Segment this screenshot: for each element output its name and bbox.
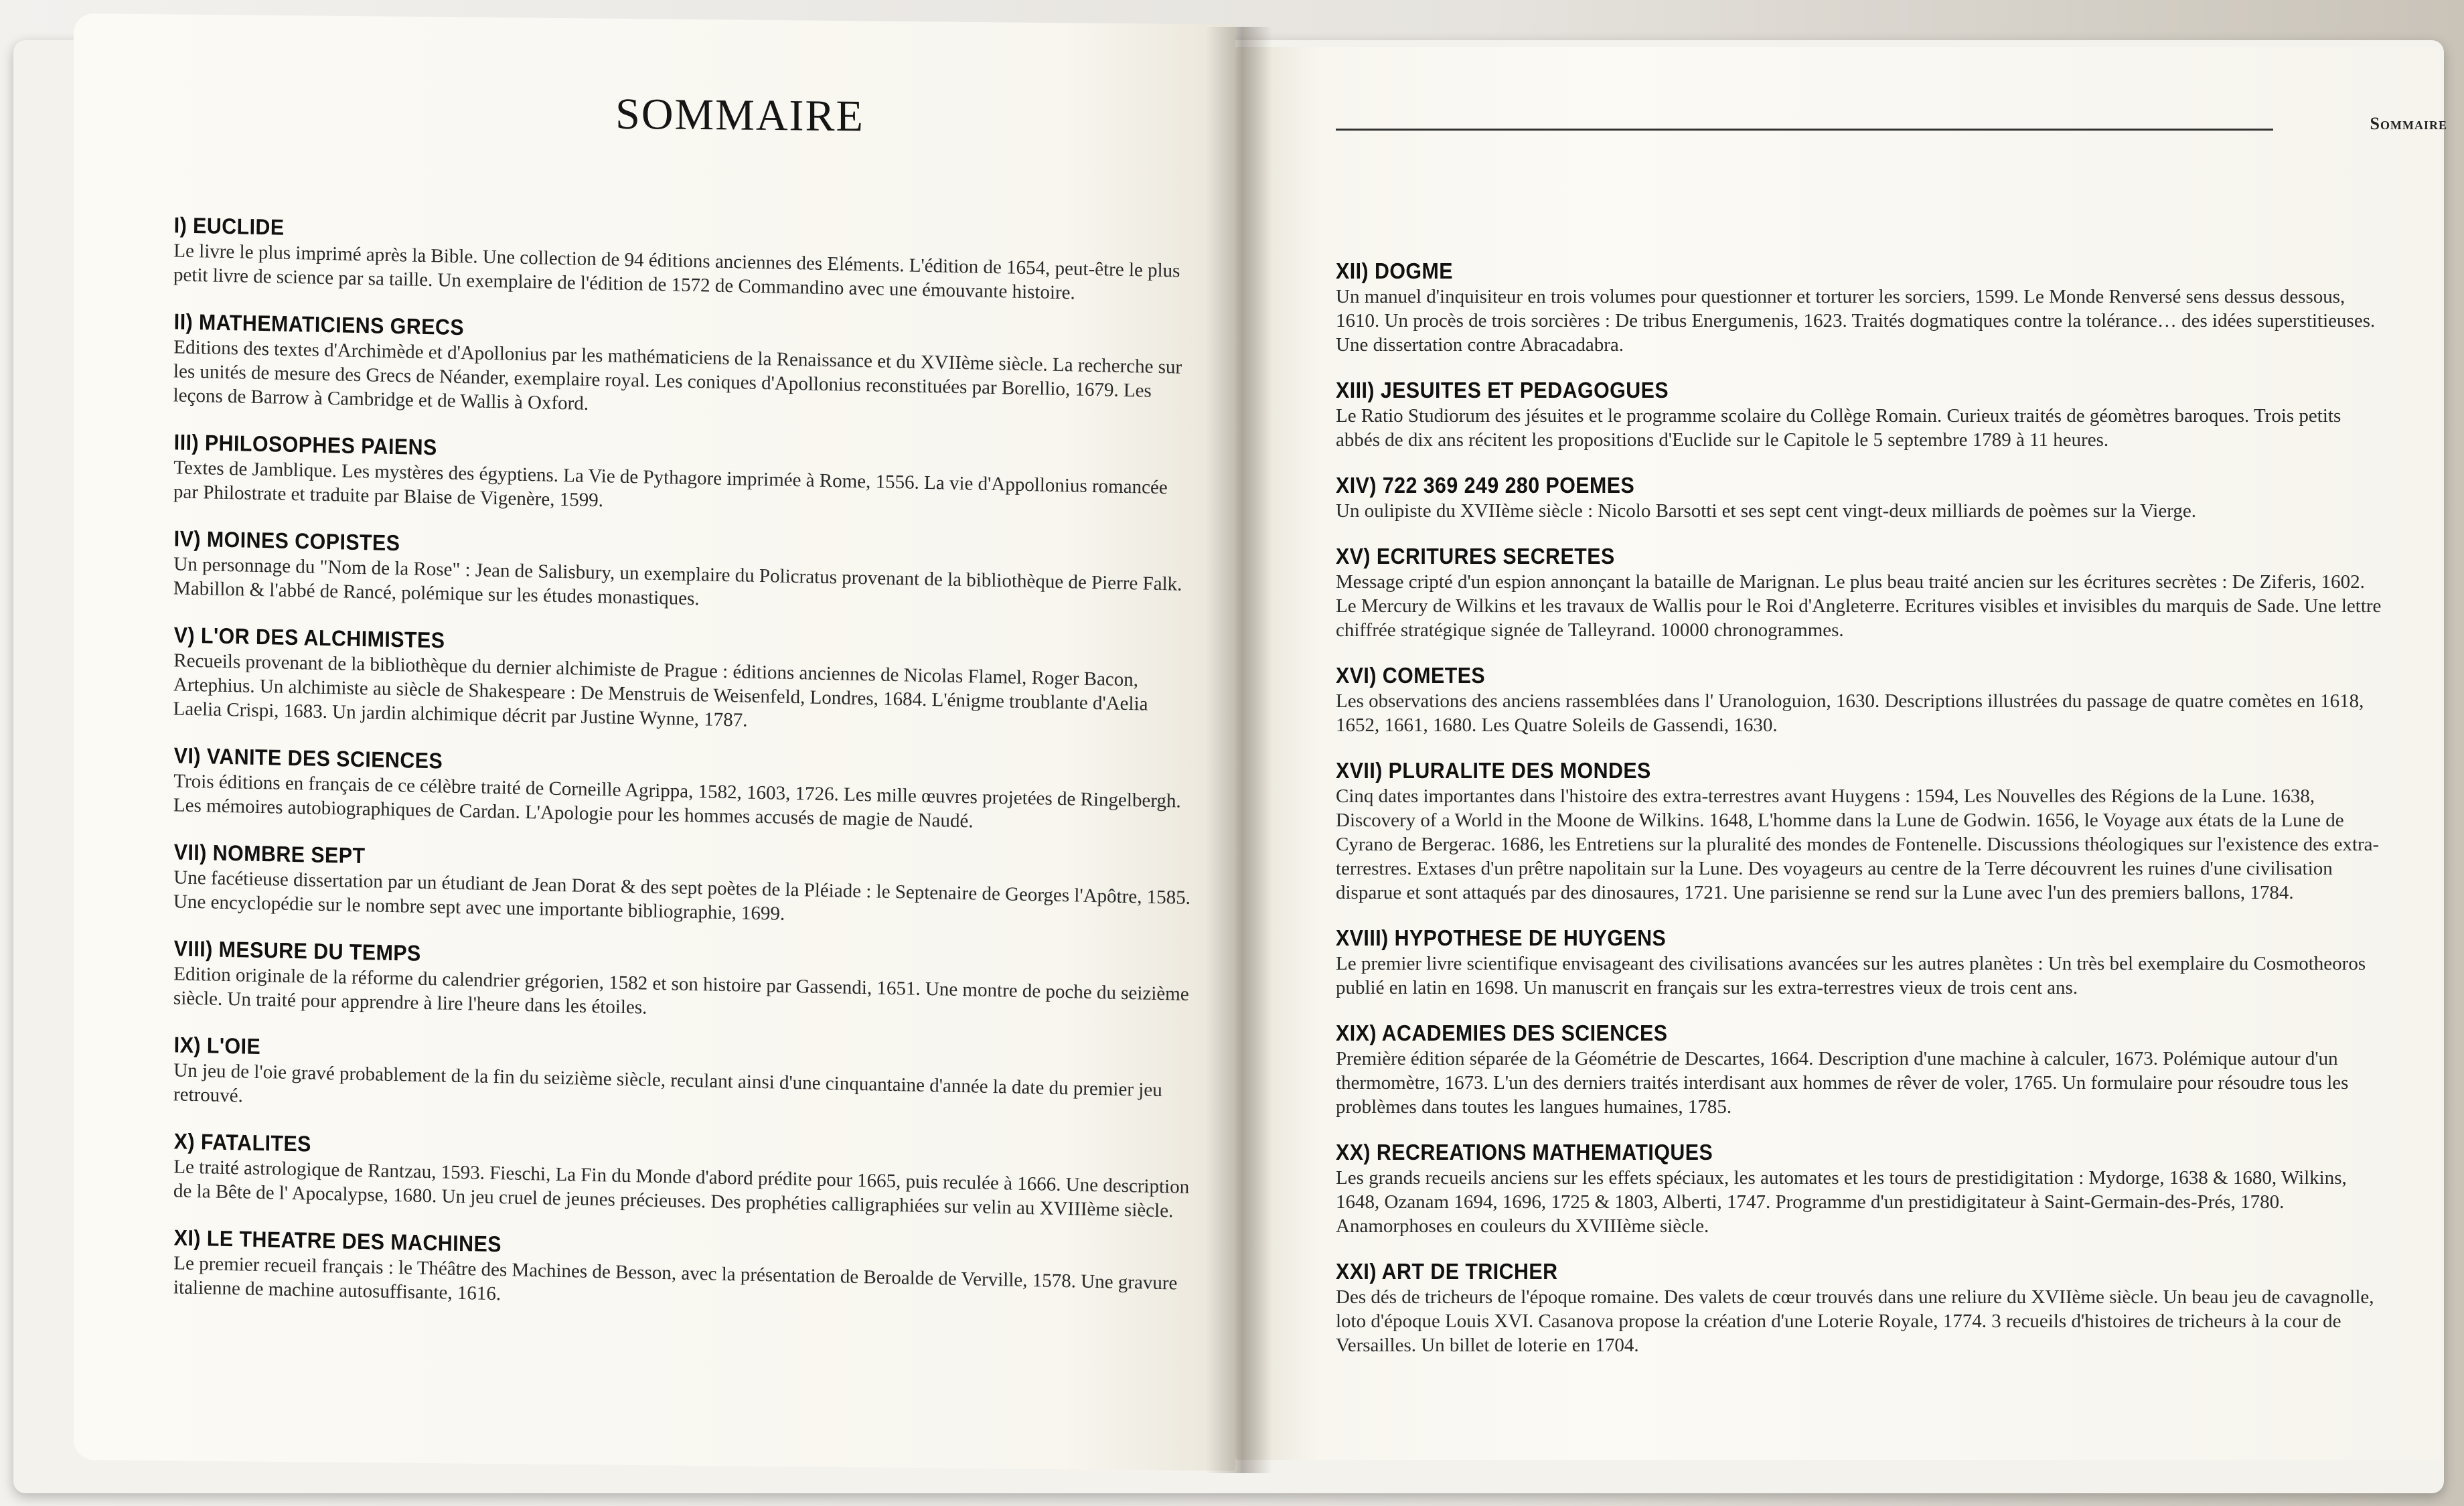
- entry-heading: XIX) ACADEMIES DES SCIENCES: [1336, 1021, 1668, 1045]
- toc-entry: [173, 935, 1192, 1030]
- toc-entry: [173, 742, 1192, 837]
- toc-entry: [1336, 258, 2387, 357]
- toc-entry: [173, 1224, 1192, 1319]
- entry-heading: IX) L'OIE: [173, 1032, 261, 1059]
- entry-text: Message cripté d'un espion annonçant la bataille de Marignan. Le plus beau traité ancien sur les écritures secrètes : De Ziferis, 1602. Le Mercury de Wilkins et les travaux de Wallis pour le Roi d'Angleterre. Ecritures visibles et invisibles du marquis de Sade. Une lettre chiffrée stratégique signée de Talleyrand. 10000 chronogrammes.: [1336, 571, 2382, 641]
- entry-heading: II) MATHEMATICIENS GRECS: [173, 309, 465, 340]
- running-head-text: Sommaire: [2370, 114, 2447, 133]
- entry-text: Un personnage du "Nom de la Rose" : Jean de Salisbury, un exemplaire du Policratus provenant de la bibliothèque de Pierre Falk. Mabillon & l'abbé de Rancé, polémique sur les études monastiques.: [173, 553, 1182, 610]
- entry-text: Le premier livre scientifique envisageant des civilisations avancées sur les autres planètes : Un très bel exemplaire du Cosmotheoros publié en latin en 1698. Un manuscrit en français sur les extra-terrestres vieux de trois cent ans.: [1336, 953, 2366, 998]
- toc-entry: [173, 212, 1192, 307]
- entry-text: Un oulipiste du XVIIème siècle : Nicolo Barsotti et ses sept cent vingt-deux milliards de poèmes sur la Vierge.: [1336, 500, 2196, 522]
- entry-text: Trois éditions en français de ce célèbre traité de Corneille Agrippa, 1582, 1603, 1726. Les mille œuvres projetées de Ringelbergh. Les mémoires autobiographiques de Cardan. L'Apologie pour les hommes accusés de magie de Naudé.: [173, 770, 1181, 832]
- toc-entry: [1336, 1020, 2387, 1119]
- entry-text: Cinq dates importantes dans l'histoire des extra-terrestres avant Huygens : 1594, Les Nouvelles des Régions de la Lune. 1638, Discovery of a World in the Moone de Wilkins. 1648, L'homme dans la Lune de Godwin. 1656, le Voyage aux états de la Lune de Cyrano de Bergerac. 1686, les Entretiens sur la pluralité des mondes de Fontenelle. Discussions théologiques sur l'existence des extra-terrestres. Extases d'un prêtre napolitain sur la Lune. Des voyageurs au centre de la Terre découvrent les ruines d'une civilisation disparue et sont attaqués par des dinosaures, 1721. Une parisienne se rend sur la Lune avec l'un des premiers ballons, 1784.: [1336, 785, 2380, 903]
- entry-heading: VI) VANITE DES SCIENCES: [173, 743, 443, 773]
- entry-text: Le Ratio Studiorum des jésuites et le programme scolaire du Collège Romain. Curieux traités de géomètres baroques. Trois petits abbés de dix ans récitent les propositions d'Euclide sur le Capitole le 5 septembre 1789 à 11 heures.: [1336, 405, 2341, 451]
- entry-heading: XX) RECREATIONS MATHEMATIQUES: [1336, 1140, 1713, 1164]
- toc-entry: [173, 1031, 1192, 1126]
- entry-text: Textes de Jamblique. Les mystères des égyptiens. La Vie de Pythagore imprimée à Rome, 1556. La vie d'Appollonius romancée par Philostrate et traduite par Blaise de Vigenère, 1599.: [173, 457, 1168, 512]
- toc-entry: [173, 308, 1191, 427]
- entry-heading: X) FATALITES: [173, 1128, 312, 1156]
- book-gutter: [1205, 27, 1272, 1473]
- entry-heading: IV) MOINES COPISTES: [173, 526, 400, 556]
- toc-entry: [1336, 377, 2387, 452]
- entry-text: Le traité astrologique de Rantzau, 1593. Fieschi, La Fin du Monde d'abord prédite pour 1665, puis reculée à 1666. Une description de la Bête de l' Apocalypse, 1680. Un jeu cruel de jeunes précieuses. Des prophéties calligraphiées sur velin au XVIIIème siècle.: [173, 1156, 1190, 1222]
- entry-heading: XIII) JESUITES ET PEDAGOGUES: [1336, 378, 1669, 402]
- entry-text: Editions des textes d'Archimède et d'Apollonius par les mathématiciens de la Renaissance et du XVIIème siècle. La recherche sur les unités de mesure des Grecs de Néander, exemplaire royal. Les coniques d'Apollonius reconstituées par Borellio, 1679. Les leçons de Barrow à Cambridge et de Wallis à Oxford.: [173, 336, 1182, 415]
- entry-heading: XV) ECRITURES SECRETES: [1336, 544, 1615, 569]
- left-entries: [174, 212, 1192, 1309]
- toc-entry: [173, 1128, 1192, 1223]
- entry-text: Première édition séparée de la Géométrie de Descartes, 1664. Description d'une machine à calculer, 1673. Polémique autour d'un thermomètre, 1673. L'un des derniers traités interdisant aux hommes de rêver de voler, 1765. Un formulaire pour résoudre tous les problèmes dans toutes les langues humaines, 1785.: [1336, 1048, 2349, 1118]
- entry-text: Des dés de tricheurs de l'époque romaine. Des valets de cœur trouvés dans une reliure du XVIIème siècle. Un beau jeu de cavagnolle, loto d'époque Louis XVI. Casanova propose la création d'une Loterie Royale, 1774. 3 recueils d'histoires de tricheurs à la cour de Versailles. Un billet de loterie en 1704.: [1336, 1286, 2374, 1356]
- running-head: [1336, 114, 2447, 141]
- entry-heading: V) L'OR DES ALCHIMISTES: [173, 622, 445, 653]
- entry-text: Un jeu de l'oie gravé probablement de la fin du seizième siècle, reculant ainsi d'une cinquantaine d'année la date du premier jeu retrouvé.: [173, 1059, 1162, 1107]
- header-rule: [1336, 129, 2273, 131]
- entry-heading: XVI) COMETES: [1336, 663, 1486, 688]
- toc-entry: [173, 525, 1192, 620]
- entry-text: Les grands recueils anciens sur les effets spéciaux, les automates et les tours de prestidigitation : Mydorge, 1638 & 1680, Wilkins, 1648, Ozanam 1694, 1696, 1725 & 1803, Alberti, 1747. Programme d'un prestidigitateur à Saint-Germain-des-Prés, 1780. Anamorphoses en couleurs du XVIIIème siècle.: [1336, 1167, 2347, 1237]
- entry-text: Le premier recueil français : le Théâtre des Machines de Besson, avec la présentation de Beroalde de Verville, 1578. Une gravure italienne de machine autosuffisante, 1616.: [173, 1252, 1178, 1305]
- toc-entry: [173, 429, 1192, 524]
- toc-entry: [1336, 543, 2387, 642]
- toc-entry: [1336, 1139, 2387, 1238]
- entry-heading: I) EUCLIDE: [173, 212, 285, 240]
- entry-heading: XIV) 722 369 249 280 POEMES: [1336, 473, 1635, 498]
- entry-heading: XI) LE THEATRE DES MACHINES: [173, 1225, 502, 1257]
- toc-entry: [173, 621, 1191, 741]
- entry-heading: XXI) ART DE TRICHER: [1336, 1259, 1558, 1284]
- entry-text: Recueils provenant de la bibliothèque du dernier alchimiste de Prague : éditions anciennes de Nicolas Flamel, Roger Bacon, Artephius. Un alchimiste au siècle de Shakespeare : De Menstruis de Weisenfeld, Londres, 1684. L'énigme troublante d'Aelia Laelia Crispi, 1683. Un jardin alchimique décrit par Justine Wynne, 1787.: [173, 650, 1148, 731]
- entry-heading: VIII) MESURE DU TEMPS: [173, 935, 421, 966]
- toc-entry: [1336, 757, 2387, 905]
- toc-entry: [1336, 662, 2387, 737]
- right-page: [1235, 47, 2447, 1460]
- toc-entry: [173, 838, 1192, 933]
- entry-text: Les observations des anciens rassemblées dans l' Uranologuion, 1630. Descriptions illustrées du passage de quatre comètes en 1618, 1652, 1661, 1680. Les Quatre Soleils de Gassendi, 1630.: [1336, 690, 2364, 736]
- entry-text: Un manuel d'inquisiteur en trois volumes pour questionner et torturer les sorciers, 1599. Le Monde Renversé sens dessus dessous, 1610. Un procès de trois sorcières : De tribus Energumenis, 1623. Traités dogmatiques contre la tolérance… des idées superstitieuses. Une dissertation contre Abracadabra.: [1336, 286, 2376, 356]
- entry-heading: XVIII) HYPOTHESE DE HUYGENS: [1336, 925, 1667, 950]
- toc-entry: [1336, 1258, 2387, 1357]
- entry-text: Le livre le plus imprimé après la Bible. Une collection de 94 éditions anciennes des Eléments. L'édition de 1654, peut-être le plus petit livre de science par sa taille. Un exemplaire de l'édition de 1572 de Commandino avec une émouvante histoire.: [173, 240, 1180, 304]
- entry-heading: XVII) PLURALITE DES MONDES: [1336, 758, 1651, 783]
- entry-heading: VII) NOMBRE SEPT: [173, 839, 366, 869]
- entry-text: Une facétieuse dissertation par un étudiant de Jean Dorat & des sept poètes de la Pléiade : le Septenaire de Georges l'Apôtre, 1585. Une encyclopédie sur le nombre sept avec une importante bibliographie, 1699.: [173, 867, 1191, 925]
- left-page: [74, 13, 1235, 1471]
- entry-text: Edition originale de la réforme du calendrier grégorien, 1582 et son histoire par Gassendi, 1651. Une montre de poche du seizième siècle. Un traité pour apprendre à lire l'heure dans les étoiles.: [173, 963, 1189, 1019]
- entry-heading: XII) DOGME: [1336, 258, 1453, 283]
- toc-entry: [1336, 925, 2387, 1000]
- toc-entry: [1336, 472, 2387, 523]
- page-title: SOMMAIRE: [615, 89, 864, 141]
- entry-heading: III) PHILOSOPHES PAIENS: [173, 429, 437, 460]
- right-entries: [1336, 258, 2387, 1357]
